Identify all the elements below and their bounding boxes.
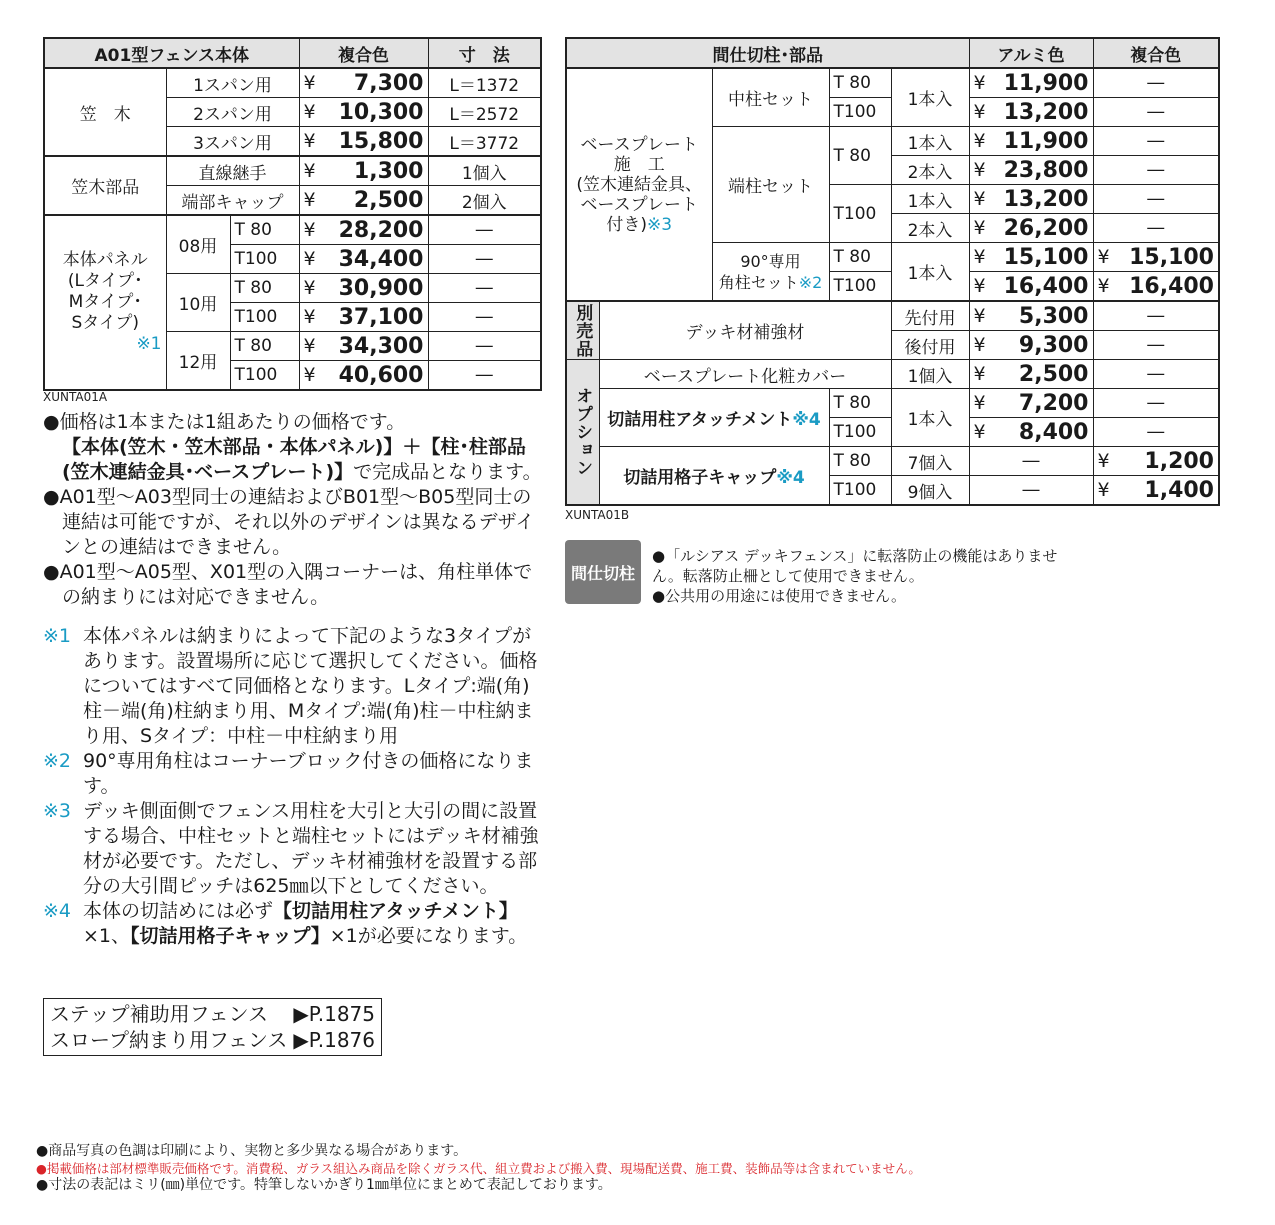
aluminum-price [969,68,1093,98]
price-value: 15,800 [338,128,424,154]
quantity-cell: 1本入 [891,68,969,127]
dimension-cell: ― [428,215,541,245]
price-cell [299,68,428,98]
yen-sign: ¥ [303,72,316,94]
price-cell [299,361,428,391]
note-complete-product: 【本体(笠木・笠木部品・本体パネル)】＋【柱･柱部品(笠木連結金具･ベースプレート)】で完成品となります。 [62,436,542,483]
baseplate-cover-label: ベースプレート化粧カバー [599,360,891,389]
yen-sign: ¥ [973,392,986,414]
aluminum-price [969,331,1093,360]
panel-size: 10用 [166,274,230,332]
price-cell [299,127,428,157]
yen-sign: ¥ [973,275,986,297]
dimension-cell: L＝1372 [428,68,541,98]
price-value: 7,200 [1018,390,1089,416]
quantity-cell: 1個入 [891,360,969,389]
footnote-2: ※2 90°専用角柱はコーナーブロック付きの価格になります。 [43,750,534,797]
dimension-cell: L＝3772 [428,127,541,157]
aluminum-price [969,389,1093,418]
dimension-cell: ― [428,361,541,391]
notes [43,410,543,949]
yen-sign: ¥ [973,188,986,210]
price-cell [299,215,428,245]
composite-price: ― [1093,214,1219,243]
thickness-cell: T100 [829,476,891,506]
aluminum-price [969,214,1093,243]
table-row [566,68,1219,98]
panel-size: 08用 [166,215,230,274]
yen-sign: ¥ [1097,246,1110,268]
header-composite-color: 複合色 [299,38,428,68]
price-cell [299,156,428,186]
note-connection: ●A01型～A03型同士の連結およびB01型～B05型同士の連結は可能ですが、それ以外のデザインは異なるデザインとの連結はできません。 [43,486,535,558]
price-value: 2,500 [1018,361,1089,387]
composite-price: ― [1093,331,1219,360]
footer-photo-note: ●商品写真の色調は印刷により、実物と多少異なる場合があります。 [36,1143,468,1159]
dimension-cell: ― [428,332,541,361]
price-value: 7,300 [353,70,424,96]
quantity-cell: 1本入 [891,185,969,214]
price-cell [299,303,428,332]
price-value: 9,300 [1018,332,1089,358]
thickness-cell: T 80 [829,389,891,418]
baseplate-footnote-ref: ※3 [647,214,673,235]
thickness-cell: T 80 [230,274,299,303]
dimension-cell: ― [428,274,541,303]
header-aluminum-color: アルミ色 [969,38,1093,68]
thickness-cell: T 80 [829,68,891,98]
option-label: オプション [566,360,599,506]
yen-sign: ¥ [1097,479,1110,501]
thickness-cell: T100 [829,98,891,127]
dimension-cell: ― [428,303,541,332]
yen-sign: ¥ [303,219,316,241]
composite-price [1093,272,1219,302]
yen-sign: ¥ [303,189,316,211]
aluminum-price [969,243,1093,272]
yen-sign: ¥ [303,248,316,270]
note-fall-prevention: ●「ルシアス デッキフェンス」に転落防止の機能はありません。転落防止柵として使用できません。 [652,547,1058,585]
table-row [44,68,541,98]
price-value: 40,600 [338,362,424,388]
corner-post-footnote-ref: ※2 [798,272,823,292]
price-value: 11,900 [1003,70,1089,96]
price-value: 15,100 [1129,244,1214,270]
quantity-cell: 9個入 [891,476,969,506]
kasagi-parts-label: 笠木部品 [44,156,166,215]
price-value: 30,900 [338,275,424,301]
attachment-footnote-ref: ※4 [792,410,821,430]
yen-sign: ¥ [973,130,986,152]
composite-price: ― [1093,127,1219,156]
deck-reinforcement-label: デッキ材補強材 [599,301,891,360]
panel-label [44,215,166,390]
price-value: 8,400 [1018,419,1089,445]
item-name: 3スパン用 [166,127,299,157]
footer-dimension-note: ●寸法の表記はミリ(㎜)単位です。特筆しないかぎり1㎜単位にまとめて表記しております。 [36,1177,612,1193]
aluminum-price [969,301,1093,331]
cut-lattice-cap-label: 切詰用格子キャップ※4 [599,447,829,506]
quantity-cell: 2本入 [891,156,969,185]
yen-sign: ¥ [973,217,986,239]
end-post-set-label: 端柱セット [712,127,829,243]
price-value: 34,300 [338,333,424,359]
cap-footnote-ref: ※4 [776,468,805,488]
item-name: 1スパン用 [166,68,299,98]
panel-size: 12用 [166,332,230,391]
yen-sign: ¥ [303,335,316,357]
yen-sign: ¥ [303,101,316,123]
yen-sign: ¥ [973,305,986,327]
yen-sign: ¥ [973,72,986,94]
header-composite-color: 複合色 [1093,38,1219,68]
composite-price: ― [1093,389,1219,418]
price-cell [299,186,428,216]
price-value: 2,500 [353,187,424,213]
yen-sign: ¥ [303,277,316,299]
aluminum-price [969,185,1093,214]
yen-sign: ¥ [973,246,986,268]
composite-price [1093,243,1219,272]
page-reference-box [43,998,382,1056]
footnote-4: ※4 本体の切詰めには必ず【切詰用柱アタッチメント】×1、【切詰用格子キャップ】×1が必要になります。 [43,900,528,947]
price-cell [299,98,428,127]
thickness-cell: T 80 [829,447,891,476]
composite-price: ― [1093,360,1219,389]
thickness-cell: T100 [230,303,299,332]
aluminum-price [969,360,1093,389]
thickness-cell: T100 [230,245,299,274]
yen-sign: ¥ [303,160,316,182]
aluminum-price [969,98,1093,127]
header-partition-post: 間仕切柱･部品 [566,38,969,68]
price-value: 16,400 [1003,273,1089,299]
dimension-cell: L＝2572 [428,98,541,127]
table-row [566,360,1219,389]
corner-post-line1: 90°専用 [740,251,801,271]
footer-price-note: ●掲載価格は部材標準販売価格です。消費税、ガラス組込み商品を除くガラス代、組立費および搬入費、現場配送費、施工費、装飾品等は含まれていません。 [36,1161,921,1176]
quantity-cell: 1本入 [891,127,969,156]
price-value: 13,200 [1003,186,1089,212]
composite-price: ― [1093,418,1219,447]
ref-slope-fence[interactable]: スロープ納まり用フェンス ▶P.1876 [50,1028,375,1052]
composite-price [1093,447,1219,476]
note-price-unit: ●価格は1本または1組あたりの価格です。 [43,411,406,433]
kasagi-label: 笠 木 [44,68,166,156]
thickness-cell: T100 [230,361,299,391]
corner-post-line2: 角柱セット※2 [718,272,823,292]
price-value: 16,400 [1129,273,1214,299]
quantity-cell: 先付用 [891,301,969,331]
thickness-cell: T 80 [829,243,891,272]
thickness-cell: T100 [829,185,891,243]
price-value: 5,300 [1018,303,1089,329]
footnote-1: ※1 本体パネルは納まりによって下記のような3タイプがあります。設置場所に応じて選択してください。価格についてはすべて同価格となります。Lタイプ:端(角)柱－端(角)柱納まり用、Mタイプ:端(角)柱－中柱納まり用、Sタイプ：中柱－中柱納まり用 [43,625,538,747]
price-value: 13,200 [1003,99,1089,125]
header-fence-body: A01型フェンス本体 [44,38,299,68]
item-name: 2スパン用 [166,98,299,127]
thickness-cell: T100 [829,272,891,302]
yen-sign: ¥ [973,363,986,385]
dimension-cell: ― [428,245,541,274]
price-cell [299,274,428,303]
corner-post-set-label [712,243,829,302]
table-row [566,389,1219,418]
aluminum-price: ― [969,476,1093,506]
thickness-cell: T 80 [829,127,891,185]
separately-sold-label: 別売品 [566,301,599,360]
panel-footnote-ref: ※1 [136,334,162,354]
composite-price: ― [1093,301,1219,331]
table-row [44,215,541,245]
header-dimension: 寸 法 [428,38,541,68]
footer-notes [36,1143,1236,1194]
baseplate-label [566,68,712,301]
yen-sign: ¥ [1097,450,1110,472]
price-value: 26,200 [1003,215,1089,241]
item-name: 端部キャップ [166,186,299,216]
price-value: 23,800 [1003,157,1089,183]
partition-post-price-table [565,37,1220,506]
partition-post-tag: 間仕切柱 [565,540,641,604]
yen-sign: ¥ [973,334,986,356]
quantity-cell: 1本入 [891,389,969,447]
item-name: 直線継手 [166,156,299,186]
table-row [566,447,1219,476]
price-value: 34,400 [338,246,424,272]
cut-post-attachment-label: 切詰用柱アタッチメント※4 [599,389,829,447]
naka-post-set-label: 中柱セット [712,68,829,127]
price-value: 11,900 [1003,128,1089,154]
table-row [44,156,541,186]
yen-sign: ¥ [973,159,986,181]
quantity-cell: 2本入 [891,214,969,243]
price-value: 10,300 [338,99,424,125]
price-value: 1,200 [1144,448,1214,474]
composite-price: ― [1093,98,1219,127]
price-cell [299,245,428,274]
quantity-cell: 1本入 [891,243,969,302]
thickness-cell: T 80 [230,332,299,361]
panel-label-text: 本体パネル (Lタイプ･ Mタイプ･ Sタイプ) [62,250,148,333]
baseplate-label-text: ベースプレート 施 工 (笠木連結金具、 ベースプレート 付き) [576,134,703,235]
price-value: 1,400 [1144,477,1214,503]
aluminum-price: ― [969,447,1093,476]
aluminum-price [969,418,1093,447]
yen-sign: ¥ [303,364,316,386]
price-value: 37,100 [338,304,424,330]
price-value: 15,100 [1003,244,1089,270]
thickness-cell: T100 [829,418,891,447]
yen-sign: ¥ [303,306,316,328]
thickness-cell: T 80 [230,215,299,245]
note-corner: ●A01型～A05型、X01型の入隅コーナーは、角柱単体での納まりには対応できません。 [43,561,533,608]
table-code-a: XUNTA01A [43,390,108,404]
composite-price: ― [1093,185,1219,214]
composite-price: ― [1093,68,1219,98]
price-value: 28,200 [338,217,424,243]
composite-price [1093,476,1219,506]
quantity-cell: 7個入 [891,447,969,476]
yen-sign: ¥ [1097,275,1110,297]
price-value: 1,300 [353,158,424,184]
table-row [566,301,1219,331]
quantity-cell: 後付用 [891,331,969,360]
aluminum-price [969,272,1093,302]
price-cell [299,332,428,361]
yen-sign: ¥ [303,130,316,152]
ref-step-fence[interactable]: ステップ補助用フェンス ▶P.1875 [50,1002,375,1026]
composite-price: ― [1093,156,1219,185]
quantity-cell: 1個入 [428,156,541,186]
yen-sign: ¥ [973,101,986,123]
fence-body-price-table [43,37,542,391]
footnote-3: ※3 デッキ側面側でフェンス用柱を大引と大引の間に設置する場合、中柱セットと端柱セットにはデッキ材補強材が必要です。ただし、デッキ材補強材を設置する部分の大引間ピッチは625㎜以下としてください。 [43,800,539,897]
partition-notes [652,546,1062,606]
yen-sign: ¥ [973,421,986,443]
aluminum-price [969,156,1093,185]
table-code-b: XUNTA01B [565,508,630,522]
note-public-use: ●公共用の用途には使用できません。 [652,587,906,605]
aluminum-price [969,127,1093,156]
quantity-cell: 2個入 [428,186,541,216]
